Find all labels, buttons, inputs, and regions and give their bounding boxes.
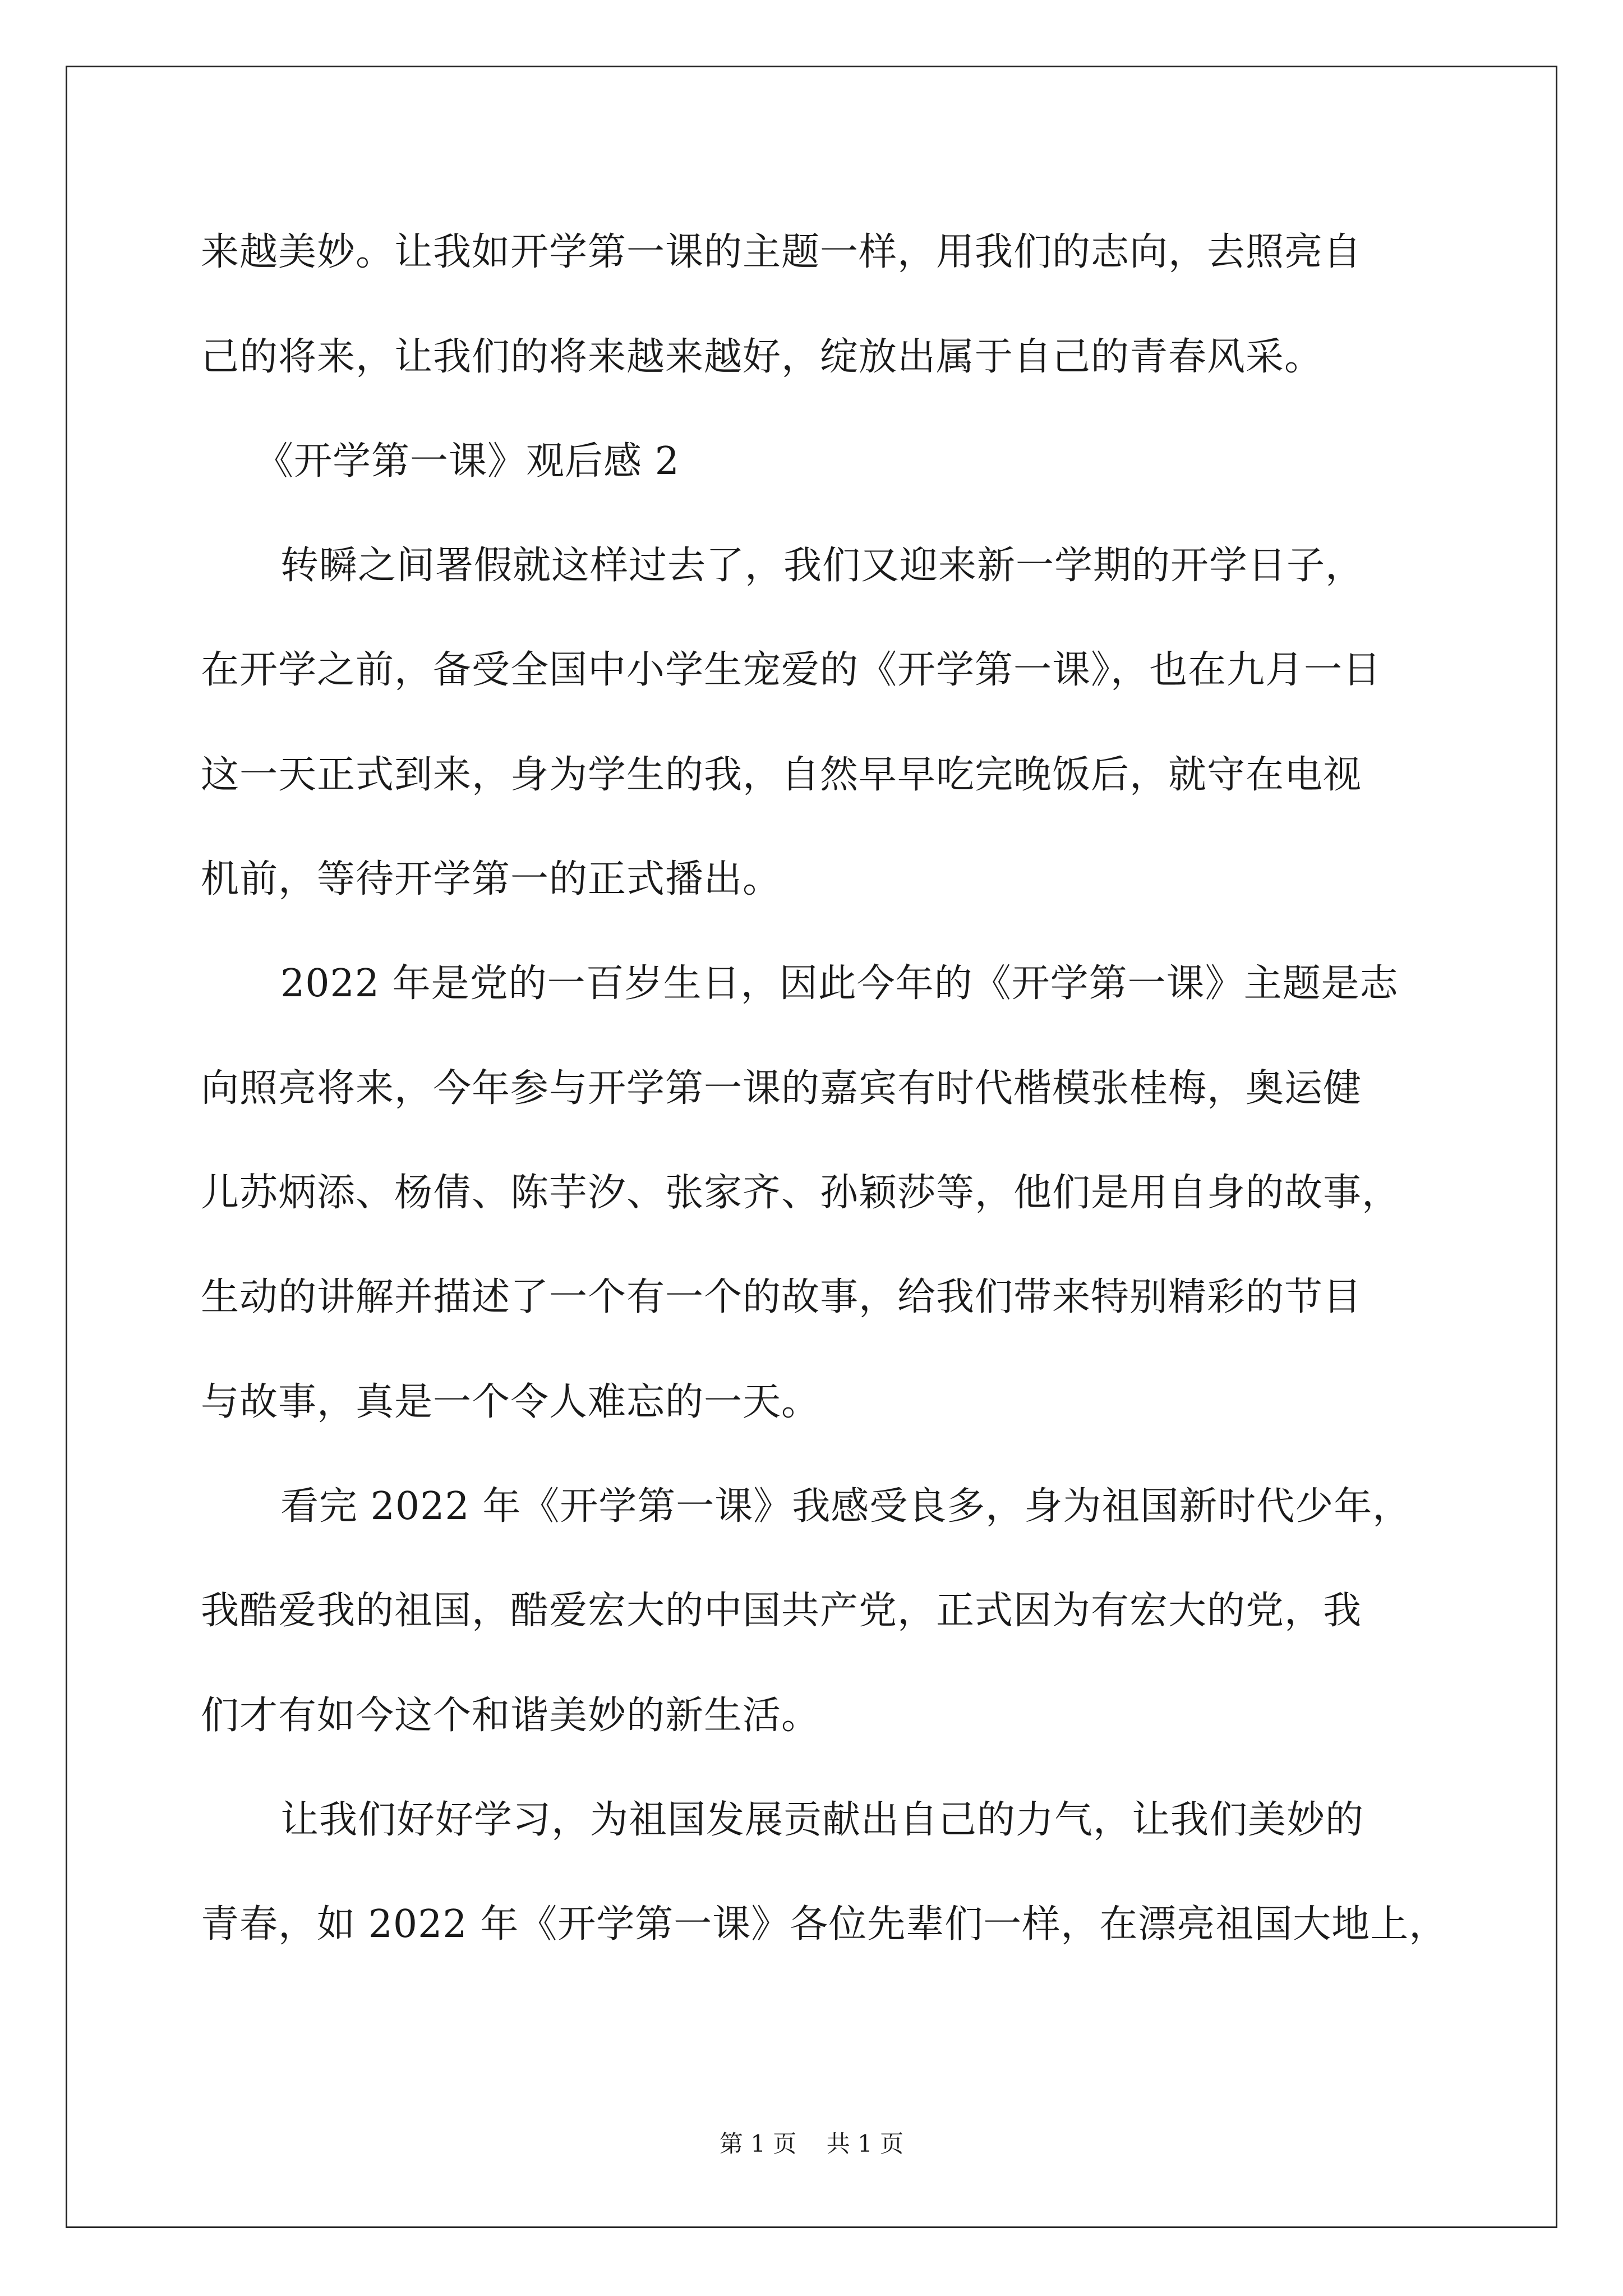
body-line-7: 机前，等待开学第一的正式播出。: [201, 857, 782, 901]
body-line-1: 来越美妙。让我如开学第一课的主题一样，用我们的志向，去照亮自: [201, 230, 1362, 274]
body-line-10: 儿苏炳添、杨倩、陈芋汐、张家齐、孙颖莎等，他们是用自身的故事，: [201, 1171, 1401, 1215]
body-line-13: 看完 2022 年《开学第一课》我感受良多，身为祖国新时代少年，: [280, 1484, 1412, 1529]
body-line-5: 在开学之前，备受全国中小学生宠爱的《开学第一课》，也在九月一日: [201, 648, 1382, 692]
body-line-2: 己的将来，让我们的将来越来越好，绽放出属于自己的青春风采。: [201, 335, 1324, 379]
body-line-16: 让我们好好学习，为祖国发展贡献出自己的力气，让我们美妙的: [280, 1798, 1364, 1842]
body-line-11: 生动的讲解并描述了一个有一个的故事，给我们带来特别精彩的节目: [201, 1275, 1362, 1319]
page-footer: 第 1 页 共 1 页: [719, 2130, 904, 2157]
body-line-4: 转瞬之间署假就这样过去了，我们又迎来新一学期的开学日子，: [280, 544, 1364, 588]
body-line-6: 这一天正式到来，身为学生的我，自然早早吃完晚饭后，就守在电视: [201, 753, 1362, 797]
section-heading: 《开学第一课》观后感 2: [255, 439, 680, 484]
body-line-12: 与故事，真是一个令人难忘的一天。: [201, 1380, 820, 1424]
body-line-14: 我酷爱我的祖国，酷爱宏大的中国共产党，正式因为有宏大的党，我: [201, 1589, 1362, 1633]
body-line-15: 们才有如今这个和谐美妙的新生活。: [201, 1694, 820, 1738]
body-line-9: 向照亮将来，今年参与开学第一课的嘉宾有时代楷模张桂梅，奥运健: [201, 1066, 1362, 1111]
body-line-17: 青春，如 2022 年《开学第一课》各位先辈们一样，在漂亮祖国大地上，: [201, 1902, 1448, 1947]
body-line-8: 2022 年是党的一百岁生日，因此今年的《开学第一课》主题是志: [280, 961, 1399, 1006]
